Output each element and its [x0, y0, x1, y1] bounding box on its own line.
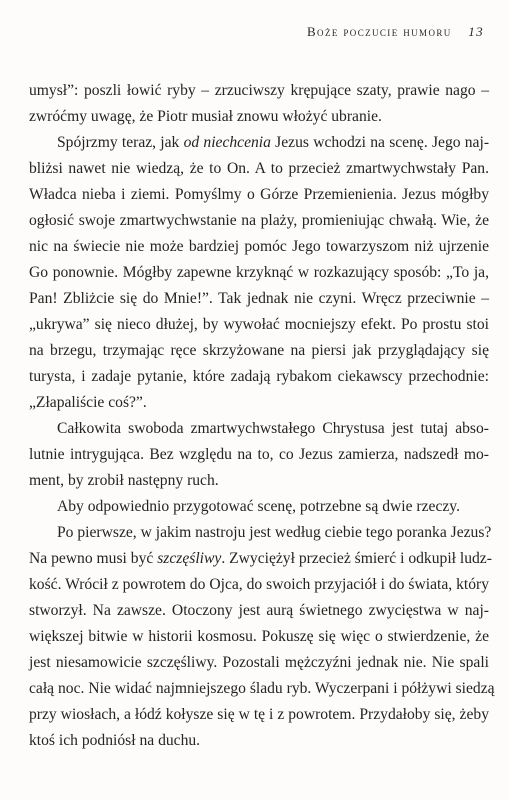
text-line	[29, 728, 489, 754]
text-line	[29, 650, 489, 676]
text-line	[29, 338, 489, 364]
text-line	[29, 520, 492, 546]
text-line	[29, 182, 489, 208]
paragraph	[29, 520, 495, 754]
text-segment: Po pierwsze, w jakim nastroju jest według ciebie tego poranka Jezus?	[57, 524, 492, 541]
paragraph	[29, 130, 489, 416]
text-segment: całą noc. Nie widać najmniejszego śladu ryb. Wyczerpani i półżywi siedzą	[29, 680, 495, 697]
text-line	[29, 624, 489, 650]
text-segment: umysł”: poszli łowić ryby – zrzuciwszy krępujące szaty, prawie nago –	[29, 82, 489, 99]
text-segment: przy wiosłach, a łódź kołysze się w tę i z powrotem. Przydałoby się, żeby	[29, 706, 489, 723]
text-line	[29, 78, 489, 104]
text-segment: ment, by zrobił następny ruch.	[29, 472, 219, 489]
text-segment: zwróćmy uwagę, że Piotr musiał znowu włożyć ubranie.	[29, 108, 382, 125]
text-segment: jest niesamowicie szczęśliwy. Pozostali mężczyźni jednak nie. Nie spali	[29, 654, 489, 671]
text-segment: na brzegu, trzymając ręce skrzyżowane na piersi jak przyglądający się	[29, 342, 489, 359]
text-segment: „ukrywa” się nieco dłużej, by wywołać mocniejszy efekt. Po prostu stoi	[29, 316, 489, 333]
text-segment: lutnie intrygująca. Bez względu na to, co Jezus zamierza, nadszedł mo-	[29, 446, 489, 463]
running-head-title: Boże poczucie humoru	[306, 24, 452, 39]
text-line	[29, 364, 489, 390]
text-line	[29, 104, 489, 130]
text-segment: Jezus wchodzi na scenę. Jego naj-	[270, 134, 490, 151]
text-segment: . Zwyciężył przecież śmierć i odkupił ludz-	[221, 550, 492, 567]
text-line	[29, 416, 489, 442]
text-line	[29, 676, 495, 702]
text-segment: Pan! Zbliżcie się do Mnie!”. Tak jednak nie czyni. Wręcz przeciwnie –	[29, 290, 489, 307]
text-line	[29, 494, 489, 520]
text-line	[29, 286, 489, 312]
text-line	[29, 598, 489, 624]
text-line	[29, 442, 489, 468]
text-line	[29, 312, 489, 338]
text-line	[29, 260, 489, 286]
text-segment: „Złapaliście coś?”.	[29, 394, 147, 411]
text-line	[29, 702, 489, 728]
text-segment: Aby odpowiednio przygotować scenę, potrzebne są dwie rzeczy.	[57, 498, 460, 515]
text-line	[29, 468, 489, 494]
text-line	[29, 572, 489, 598]
italic-text: od niechcenia	[183, 134, 271, 151]
text-segment: Władca nieba i ziemi. Pomyślmy o Górze Przemienienia. Jezus mógłby	[29, 186, 489, 203]
text-segment: bliżsi nawet nie wiedzą, że to On. A to przecież zmartwychwstały Pan.	[29, 160, 489, 177]
text-segment: stworzył. Na zawsze. Otoczony jest aurą świetnego zwycięstwa w naj-	[29, 602, 489, 619]
body-text	[29, 78, 495, 754]
text-line	[29, 156, 489, 182]
text-segment: Na pewno musi być	[29, 550, 158, 567]
paragraph	[29, 494, 489, 520]
text-segment: Całkowita swoboda zmartwychwstałego Chrystusa jest tutaj abso-	[57, 420, 489, 437]
text-line	[29, 208, 489, 234]
page-number: 13	[468, 24, 484, 39]
text-segment: Go ponownie. Mógłby zapewne krzyknąć w rozkazujący sposób: „To ja,	[29, 264, 489, 281]
italic-text: szczęśliwy	[157, 550, 222, 567]
text-segment: większej bitwie w historii kosmosu. Pokuszę się więc o stwierdzenie, że	[29, 628, 489, 645]
text-segment: ogłosić swoje zmartwychwstanie na plaży, promieniując chwałą. Wie, że	[29, 212, 489, 229]
text-segment: ktoś ich podniósł na duchu.	[29, 732, 201, 749]
text-segment: turysta, i zadaje pytanie, które zadają rybakom ciekawscy przechodnie:	[29, 368, 489, 385]
text-segment: nic na świecie nie może bardziej pomóc Jego towarzyszom niż ujrzenie	[29, 238, 489, 255]
text-line	[29, 546, 492, 572]
text-segment: kość. Wrócił z powrotem do Ojca, do swoich przyjaciół i do świata, który	[29, 576, 489, 593]
text-segment: Spójrzmy teraz, jak	[57, 134, 184, 151]
text-line	[29, 130, 489, 156]
text-line	[29, 234, 489, 260]
text-line	[29, 390, 489, 416]
paragraph	[29, 78, 489, 130]
paragraph	[29, 416, 489, 494]
running-head	[307, 24, 484, 40]
